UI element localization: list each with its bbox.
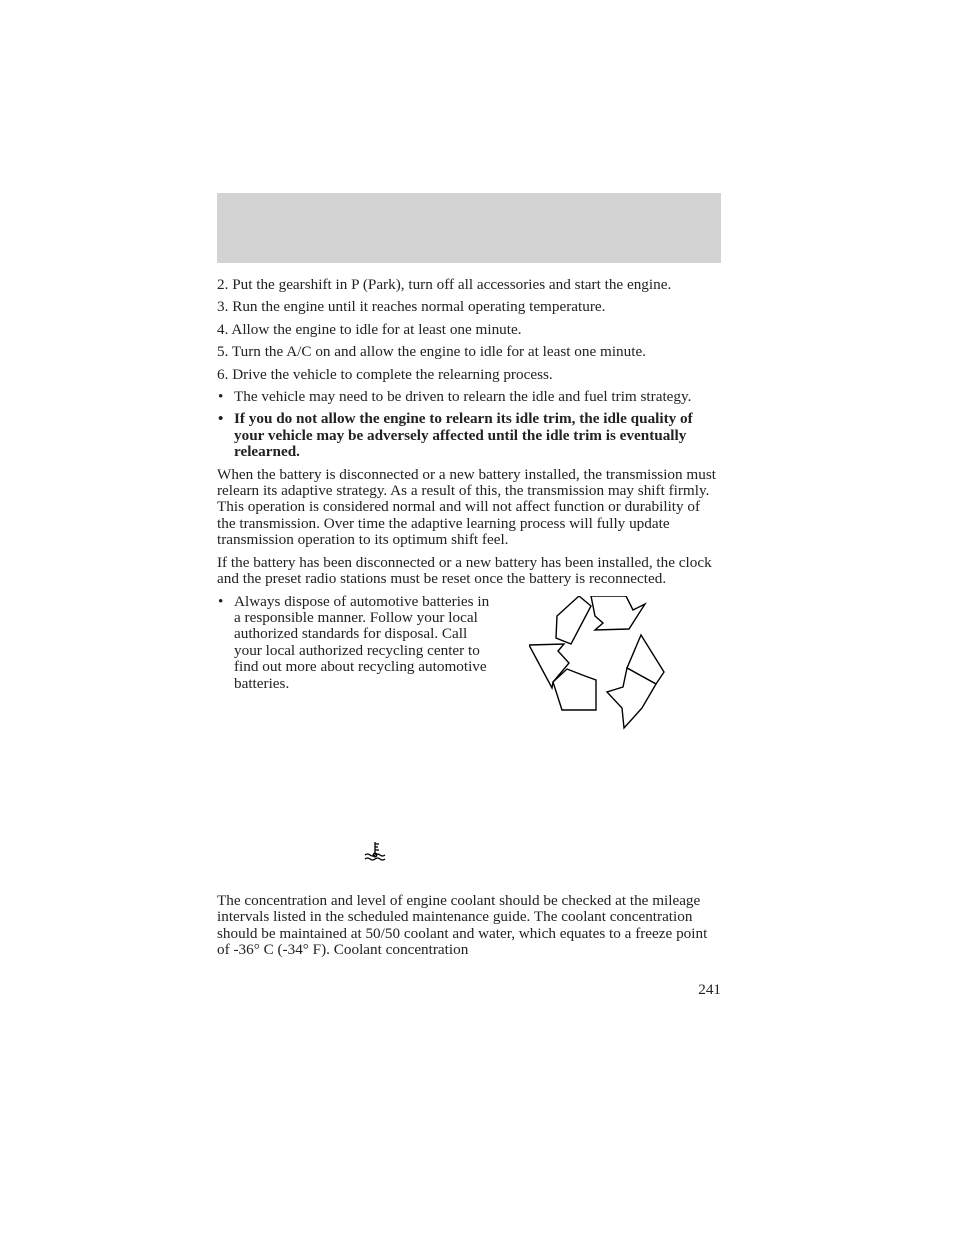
bullet-warning — [217, 411, 721, 460]
section-header-band — [217, 193, 721, 263]
bullet-marker: • — [218, 388, 224, 406]
recycle-block — [217, 594, 721, 744]
coolant-paragraph: The concentration and level of engine coolant should be checked at the mileage intervals listed in the scheduled maintenance guide. The coolant concentration should be maintained at 50/50 coolant and water, which equates to a freeze point of -36° C (-34° F). Coolant concentration — [217, 892, 708, 959]
clock-paragraph: If the battery has been disconnected or a new battery has been installed, the clock and the preset radio stations must be reset once the battery is reconnected. — [217, 553, 712, 588]
step-5: 5. Turn the A/C on and allow the engine to idle for at least one minute. — [217, 343, 646, 361]
step-4: 4. Allow the engine to idle for at least one minute. — [217, 320, 522, 338]
step-6: 6. Drive the vehicle to complete the relearning process. — [217, 365, 553, 383]
bullet-marker: • — [218, 410, 224, 428]
step-3: 3. Run the engine until it reaches normal operating temperature. — [217, 298, 606, 316]
bullet-marker: • — [218, 592, 224, 610]
bullet-relearn-text: The vehicle may need to be driven to relearn the idle and fuel trim strategy. — [234, 388, 692, 406]
transmission-paragraph: When the battery is disconnected or a new battery installed, the transmission must relearn its adaptive strategy. As a result of this, the transmission may shift firmly. This operation is considered normal and will not affect function or durability of the transmission. Over time the adaptive learning process will fully update transmission operation to its optimum shift feel. — [217, 465, 716, 549]
bullet-warning-text: If you do not allow the engine to relearn its idle trim, the idle quality of your vehicle may be adversely affected until the idle trim is eventually relearned. — [234, 410, 693, 461]
page-content — [217, 277, 721, 744]
recycle-icon — [529, 596, 669, 731]
step-2: 2. Put the gearshift in P (Park), turn off all accessories and start the engine. — [217, 276, 672, 293]
bullet-recycle — [217, 594, 494, 692]
bullet-relearn — [217, 389, 721, 405]
bullet-recycle-text: Always dispose of automotive batteries in a responsible manner. Follow your local authorized standards for disposal. Call your local authorized recycling center to find out more about recycling automotive batteries. — [234, 592, 490, 692]
coolant-temperature-icon — [364, 841, 388, 863]
page-number: 241 — [698, 981, 721, 998]
